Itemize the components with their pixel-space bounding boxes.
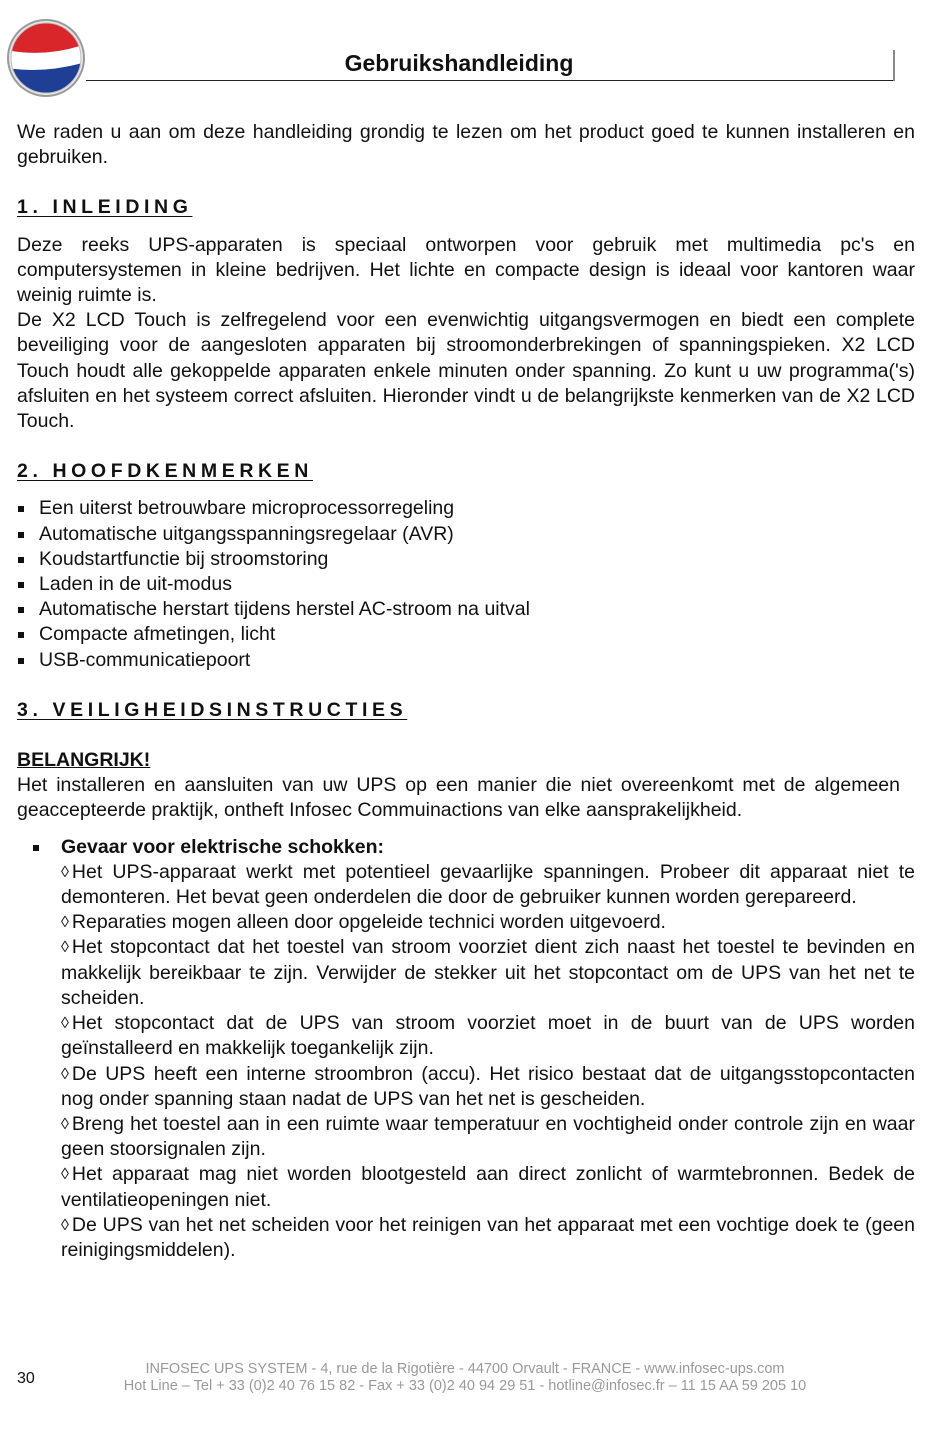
- header-divider: [86, 80, 894, 81]
- intro-paragraph: We raden u aan om deze handleiding grondig te lezen om het product goed te kunnen installeren en gebruiken.: [17, 121, 915, 169]
- page-footer: [110, 1361, 820, 1395]
- footer-address: INFOSEC UPS SYSTEM - 4, rue de la Rigotière - 44700 Orvault - FRANCE - www.infosec-ups.com: [145, 1361, 785, 1377]
- document-body: [17, 120, 915, 1275]
- danger-item-text: Het UPS-apparaat werkt met potentieel gevaarlijke spanningen. Probeer dit apparaat niet te demonteren. Het bevat geen onderdelen die door de gebruiker kunnen worden gerepareerd.: [61, 860, 915, 909]
- section-introduction: [17, 195, 915, 434]
- feature-item: Laden in de uit-modus: [17, 572, 915, 597]
- danger-item: [61, 1162, 915, 1212]
- feature-item: USB-communicatiepoort: [17, 648, 915, 673]
- diamond-icon: ◊: [61, 863, 69, 881]
- inleiding-paragraph-1: Deze reeks UPS-apparaten is speciaal ontworpen voor gebruik met multimedia pc's en computersystemen in kleine bedrijven. Het lichte en compacte design is ideaal voor kantoren waar weinig ruimte is.: [17, 233, 915, 307]
- feature-item: Koudstartfunctie bij stroomstoring: [17, 547, 915, 572]
- page-title: Gebruikshandleiding: [344, 50, 574, 76]
- feature-item: Een uiterst betrouwbare microprocessorregeling: [17, 496, 915, 521]
- danger-item: [61, 1062, 915, 1112]
- header-divider-end: [893, 50, 895, 81]
- diamond-icon: ◊: [61, 1065, 69, 1083]
- feature-item: Automatische herstart tijdens herstel AC-stroom na uitval: [17, 597, 915, 622]
- danger-item-text: De UPS van het net scheiden voor het reinigen van het apparaat met een vochtige doek te (geen reinigingsmiddelen).: [61, 1213, 915, 1261]
- danger-item: [61, 935, 915, 1011]
- feature-item: Compacte afmetingen, licht: [17, 622, 915, 647]
- section-heading-inleiding: 1. INLEIDING: [17, 196, 193, 219]
- danger-title: Gevaar voor elektrische schokken:: [61, 835, 384, 858]
- features-list: [17, 496, 915, 672]
- diamond-icon: ◊: [61, 914, 69, 932]
- danger-item-text: Het stopcontact dat de UPS van stroom voorziet moet in de buurt van de UPS worden geïnstalleerd en makkelijk toegankelijk zijn.: [61, 1012, 915, 1060]
- danger-item-text: Het stopcontact dat het toestel van stroom voorziet dient zich naast het toestel te bevinden en makkelijk bereikbaar te zijn. Verwijder de stekker uit het stopcontact om de UPS van het net te scheiden.: [61, 936, 915, 1009]
- page-number: 30: [17, 1370, 35, 1387]
- diamond-icon: ◊: [61, 1216, 69, 1234]
- danger-item: [61, 860, 915, 910]
- feature-item: Automatische uitgangsspanningsregelaar (AVR): [17, 522, 915, 547]
- important-title: BELANGRIJK!: [17, 749, 151, 772]
- danger-item: [61, 910, 915, 935]
- inleiding-paragraph-2: De X2 LCD Touch is zelfregelend voor een evenwichtig uitgangsvermogen en biedt een complete beveiliging voor de aangesloten apparaten bij stroomonderbrekingen of spanningspieken. X2 LCD Touch houdt alle gekoppelde apparaten enkele minuten onder spanning. Zo kunt u uw programma('s) afsluiten en het systeem correct afsluiten. Hieronder vindt u de belangrijkste kenmerken van de X2 LCD Touch.: [17, 309, 915, 433]
- important-paragraph: Het installeren en aansluiten van uw UPS op een manier die niet overeenkomt met de algemeen geaccepteerde praktijk, ontheft Infosec Commuinactions van elke aansprakelijkheid.: [17, 774, 900, 822]
- infosec-logo-icon: [6, 18, 86, 98]
- danger-item-text: Het apparaat mag niet worden blootgesteld aan direct zonlicht of warmtebronnen. Bedek de ventilatieopeningen niet.: [61, 1163, 915, 1211]
- danger-item-text: Breng het toestel aan in een ruimte waar temperatuur en vochtigheid onder controle zijn en waar geen stoorsignalen zijn.: [61, 1112, 915, 1161]
- section-heading-hoofdkenmerken: 2. HOOFDKENMERKEN: [17, 460, 313, 483]
- danger-item-text: Reparaties mogen alleen door opgeleide technici worden uitgevoerd.: [71, 911, 666, 934]
- bullet-icon: [33, 845, 39, 851]
- danger-item: [61, 1011, 915, 1061]
- section-safety: [17, 698, 915, 1263]
- danger-block: [17, 835, 915, 1263]
- footer-contact: Hot Line – Tel + 33 (0)2 40 76 15 82 - Fax + 33 (0)2 40 94 29 51 - hotline@infosec.fr – 11 15 AA 59 205 10: [123, 1378, 807, 1394]
- danger-item: [61, 1112, 915, 1162]
- diamond-icon: ◊: [61, 1166, 69, 1184]
- diamond-icon: ◊: [61, 1015, 69, 1033]
- danger-item: [61, 1213, 915, 1263]
- danger-item-text: De UPS heeft een interne stroombron (accu). Het risico bestaat dat de uitgangsstopcontacten nog onder spanning staan nadat de UPS van het net is gescheiden.: [61, 1062, 915, 1110]
- section-heading-veiligheidsinstructies: 3. VEILIGHEIDSINSTRUCTIES: [17, 698, 408, 721]
- diamond-icon: ◊: [61, 939, 69, 957]
- diamond-icon: ◊: [61, 1115, 69, 1133]
- section-features: [17, 459, 915, 673]
